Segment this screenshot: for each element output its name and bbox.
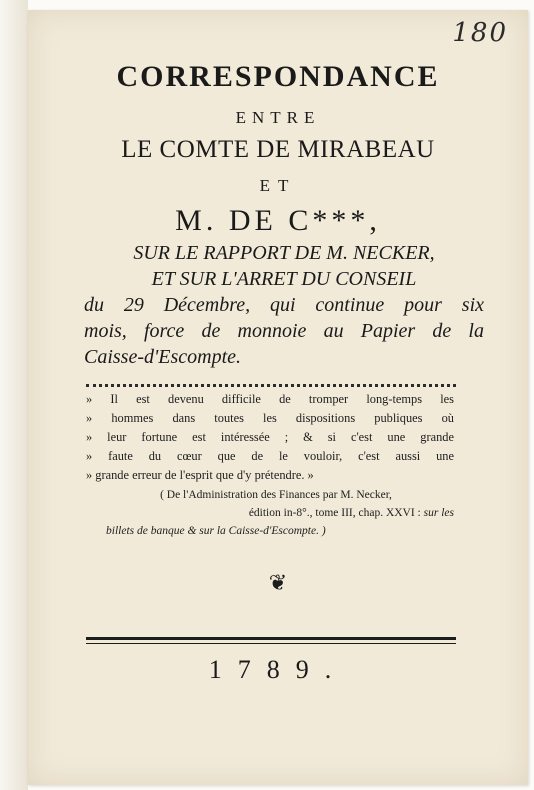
document-title: CORRESPONDANCE (116, 60, 440, 93)
m-de-c-line: M. DE C***, (175, 204, 381, 237)
publication-year: 1789. (208, 655, 348, 684)
subtitle-line-4: mois, force de monnoie au Papier de la (84, 320, 484, 342)
quote-line: » Il est devenu difficile de tromper long-temps les (86, 392, 454, 406)
subtitle-line-3: du 29 Décembre, qui continue pour six (84, 294, 484, 316)
quote-source (98, 486, 454, 540)
quote-line: » faute du cœur que de le vouloir, c'est aussi une (86, 449, 454, 463)
epigraph-quote (86, 390, 454, 485)
subtitle-line-1: SUR LE RAPPORT DE M. NECKER, (133, 242, 435, 264)
dotted-rule (86, 384, 456, 387)
subtitle-line-5: Caisse-d'Escompte. (84, 346, 242, 368)
title-page (28, 10, 528, 785)
source-line-2 (98, 504, 454, 522)
source-line-2-italic: sur les (423, 507, 454, 519)
source-line-2-plain: édition in-8°., tome III, chap. XXVI : (248, 507, 421, 519)
subtitle-block (84, 240, 484, 370)
subtitle-line-2: ET SUR L'ARRET DU CONSEIL (151, 268, 417, 290)
quote-line: » leur fortune est intéressée ; & si c'est une grande (86, 430, 454, 444)
fleuron-ornament-icon: ❦ (268, 570, 288, 595)
entre-line: ENTRE (235, 108, 321, 127)
book-spine-edge (0, 0, 28, 790)
et-line: ET (259, 176, 297, 195)
source-line-3: billets de banque & sur la Caisse-d'Escompte. ) (106, 525, 326, 537)
thick-rule (86, 637, 456, 640)
handwritten-annotation: 180 (452, 18, 508, 48)
quote-line: » hommes dans toutes les dispositions publiques où (86, 411, 454, 425)
quote-line: » grande erreur de l'esprit que d'y prétendre. » (86, 468, 314, 482)
thin-rule (86, 643, 456, 644)
comte-line: LE COMTE DE MIRABEAU (121, 136, 435, 163)
source-line-1: ( De l'Administration des Finances par M. Necker, (160, 489, 392, 501)
